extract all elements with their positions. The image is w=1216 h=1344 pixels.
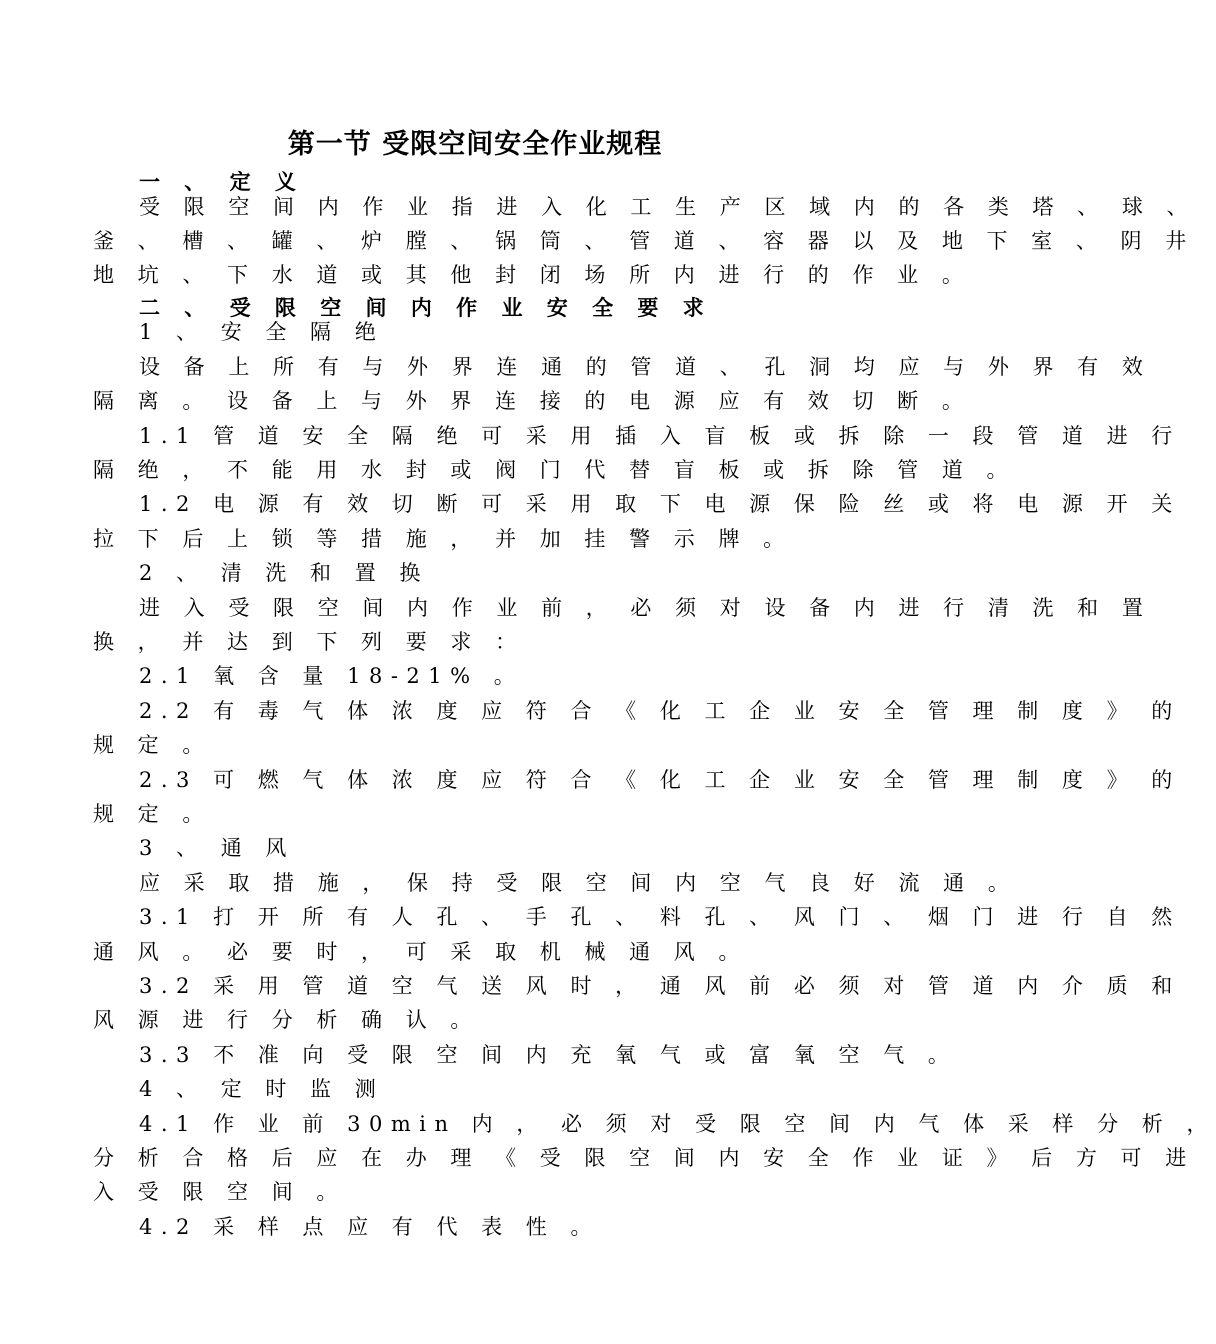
paragraph-line: 受 限 空 间 内 作 业 指 进 入 化 工 生 产 区 域 内 的 各 类 塔 、 球 、 xyxy=(139,195,1197,219)
paragraph-line: 2.1 氧 含 量 18-21% 。 xyxy=(139,664,524,688)
paragraph-line: 2.3 可 燃 气 体 浓 度 应 符 合 《 化 工 企 业 安 全 管 理 制 度 》 的 xyxy=(139,768,1181,792)
paragraph-line: 3.2 采 用 管 道 空 气 送 风 时 ， 通 风 前 必 须 对 管 道 内 介 质 和 xyxy=(139,974,1181,998)
paragraph-line: 4.1 作 业 前 30min 内 ， 必 须 对 受 限 空 间 内 气 体 采 样 分 析 ， xyxy=(139,1112,1216,1136)
paragraph-line: 1.2 电 源 有 效 切 断 可 采 用 取 下 电 源 保 险 丝 或 将 电 源 开 关 xyxy=(139,492,1181,516)
paragraph-line: 分 析 合 格 后 应 在 办 理 《 受 限 空 间 内 安 全 作 业 证 》 后 方 可 进 xyxy=(93,1146,1195,1170)
paragraph-line: 3.1 打 开 所 有 人 孔 、 手 孔 、 料 孔 、 风 门 、 烟 门 进 行 自 然 xyxy=(139,905,1181,929)
paragraph-line: 进 入 受 限 空 间 内 作 业 前 ， 必 须 对 设 备 内 进 行 清 洗 和 置 xyxy=(139,596,1152,620)
subsection-heading: 4 、 定 时 监 测 xyxy=(139,1077,385,1101)
section-heading-requirements: 二 、 受 限 空 间 内 作 业 安 全 要 求 xyxy=(139,296,713,320)
page-title: 第一节 受限空间安全作业规程 xyxy=(287,129,663,160)
paragraph-line: 规 定 。 xyxy=(93,802,212,826)
paragraph-line: 隔 离 。 设 备 上 与 外 界 连 接 的 电 源 应 有 效 切 断 。 xyxy=(93,389,972,413)
paragraph-line: 3.3 不 准 向 受 限 空 间 内 充 氧 气 或 富 氧 空 气 。 xyxy=(139,1043,958,1067)
paragraph-line: 拉 下 后 上 锁 等 措 施 ， 并 加 挂 警 示 牌 。 xyxy=(93,527,793,551)
paragraph-line: 釜 、 槽 、 罐 、 炉 膛 、 锅 筒 、 管 道 、 容 器 以 及 地 下 室 、 阴 井 xyxy=(93,229,1195,253)
subsection-heading: 3 、 通 风 xyxy=(139,836,295,860)
paragraph-line: 通 风 。 必 要 时 ， 可 采 取 机 械 通 风 。 xyxy=(93,940,748,964)
subsection-heading: 2 、 清 洗 和 置 换 xyxy=(139,561,429,585)
section-heading-definition: 一 、 定 义 xyxy=(139,170,305,194)
subsection-heading: 1 、 安 全 隔 绝 xyxy=(139,320,385,344)
paragraph-line: 换 ， 并 达 到 下 列 要 求 ： xyxy=(93,630,525,654)
paragraph-line: 隔 绝 ， 不 能 用 水 封 或 阀 门 代 替 盲 板 或 拆 除 管 道 。 xyxy=(93,458,1017,482)
paragraph-line: 1.1 管 道 安 全 隔 绝 可 采 用 插 入 盲 板 或 拆 除 一 段 管 道 进 行 xyxy=(139,424,1181,448)
paragraph-line: 4.2 采 样 点 应 有 代 表 性 。 xyxy=(139,1215,600,1239)
paragraph-line: 风 源 进 行 分 析 确 认 。 xyxy=(93,1008,480,1032)
paragraph-line: 设 备 上 所 有 与 外 界 连 通 的 管 道 、 孔 洞 均 应 与 外 界 有 效 xyxy=(139,355,1152,379)
paragraph-line: 地 坑 、 下 水 道 或 其 他 封 闭 场 所 内 进 行 的 作 业 。 xyxy=(93,263,972,287)
paragraph-line: 应 采 取 措 施 ， 保 持 受 限 空 间 内 空 气 良 好 流 通 。 xyxy=(139,871,1018,895)
paragraph-line: 2.2 有 毒 气 体 浓 度 应 符 合 《 化 工 企 业 安 全 管 理 制 度 》 的 xyxy=(139,699,1181,723)
paragraph-line: 规 定 。 xyxy=(93,733,212,757)
paragraph-line: 入 受 限 空 间 。 xyxy=(93,1180,346,1204)
